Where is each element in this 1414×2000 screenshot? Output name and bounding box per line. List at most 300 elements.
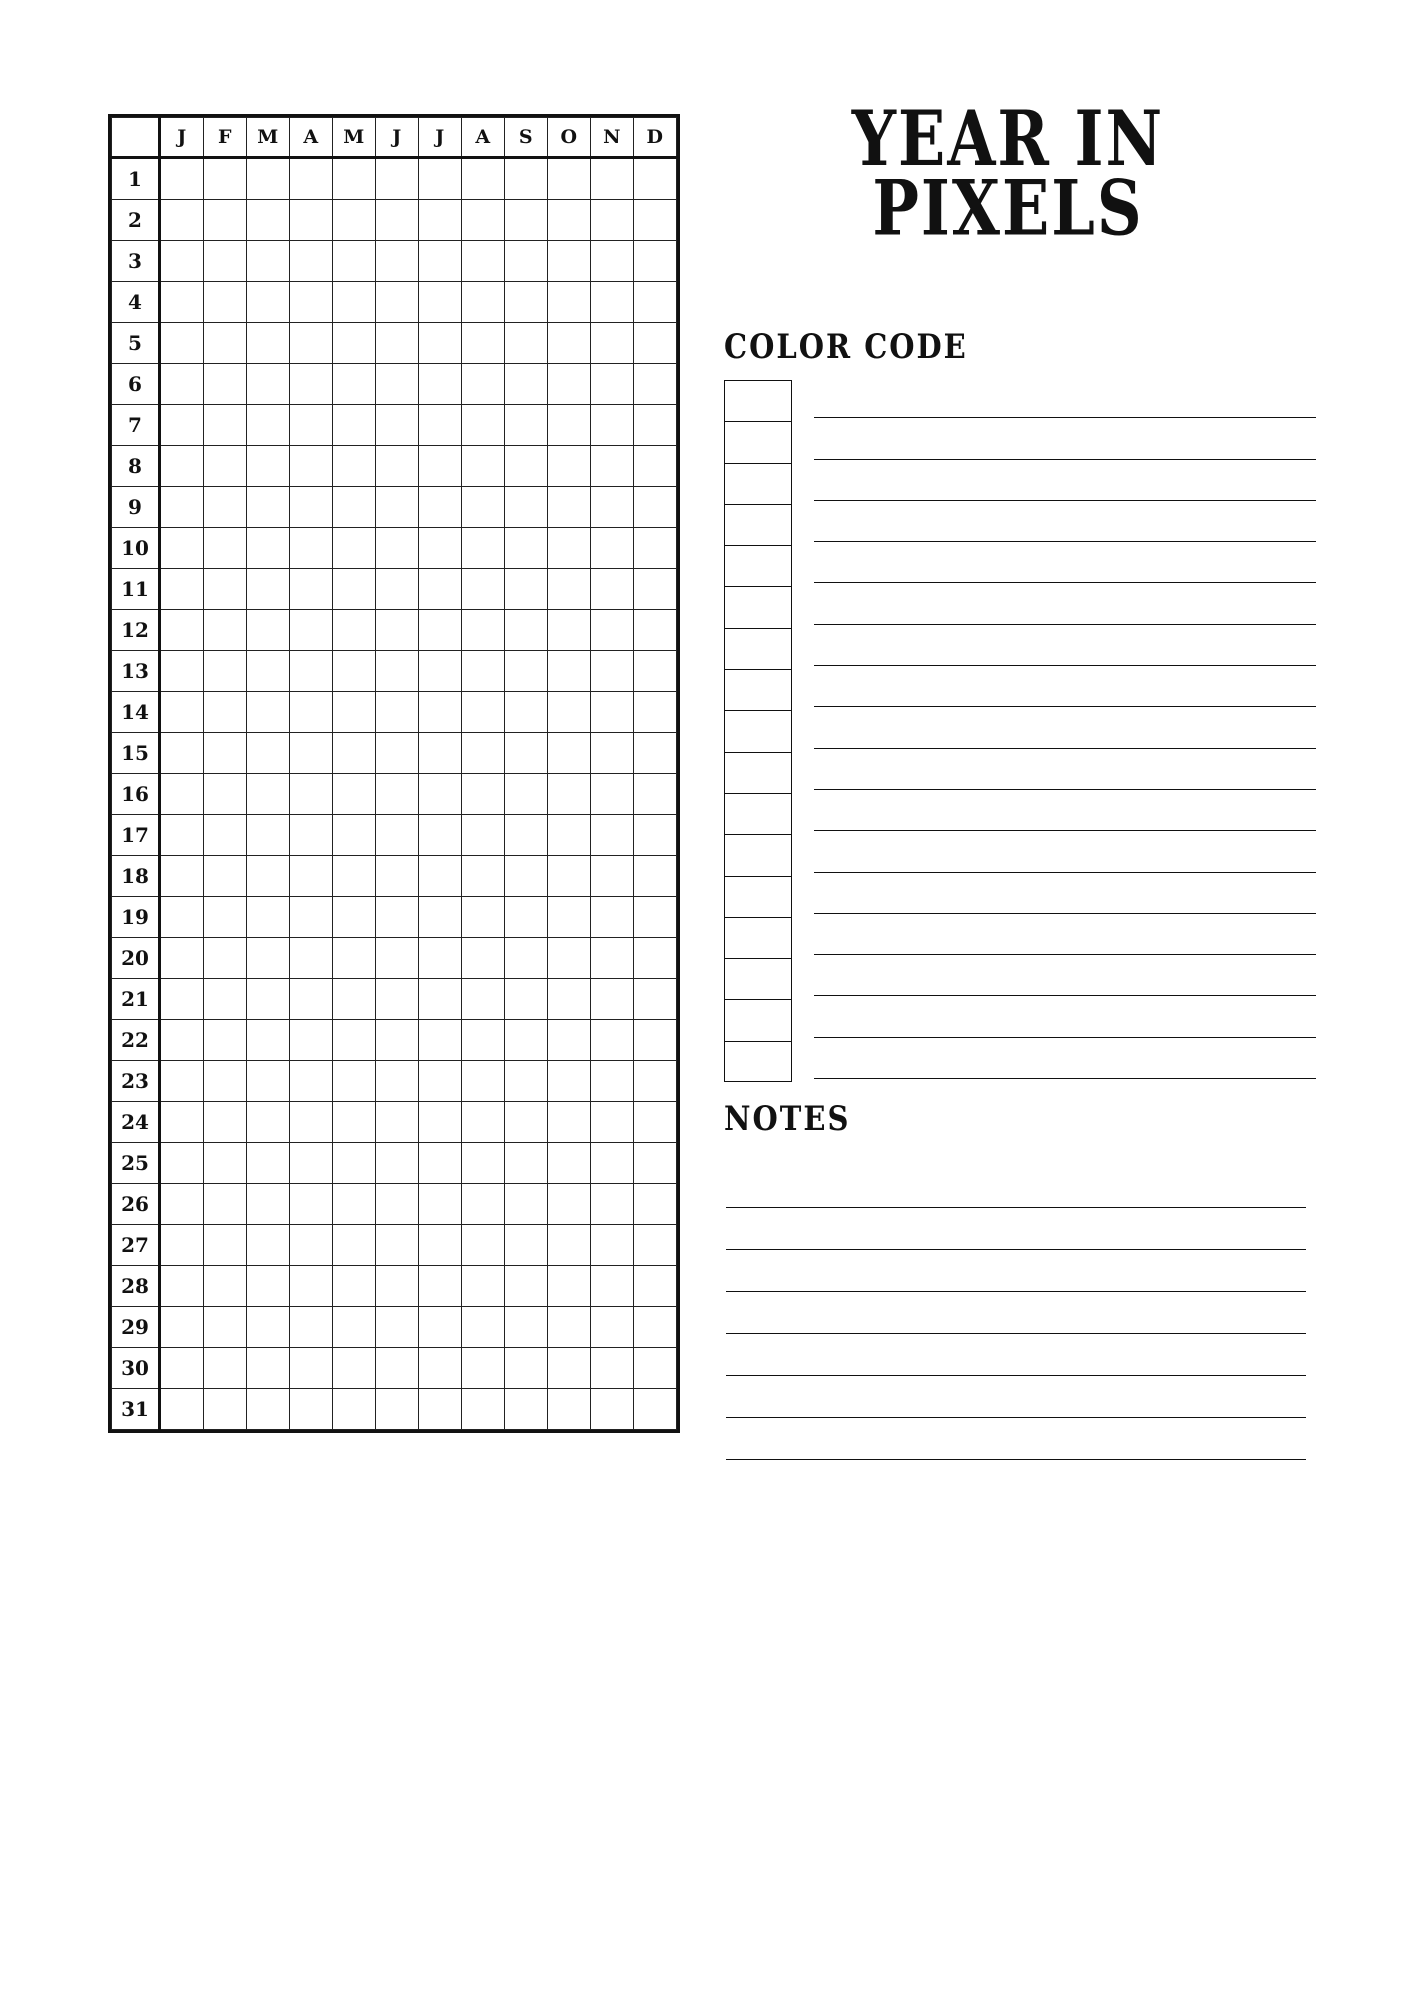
- pixel-cell[interactable]: [333, 364, 376, 405]
- pixel-cell[interactable]: [462, 610, 505, 651]
- pixel-cell[interactable]: [204, 979, 247, 1020]
- pixel-cell[interactable]: [548, 979, 591, 1020]
- pixel-cell[interactable]: [505, 1184, 548, 1225]
- pixel-cell[interactable]: [591, 651, 634, 692]
- pixel-cell[interactable]: [160, 1225, 204, 1266]
- pixel-cell[interactable]: [419, 282, 462, 323]
- pixel-cell[interactable]: [204, 1389, 247, 1430]
- pixel-cell[interactable]: [634, 979, 677, 1020]
- pixel-cell[interactable]: [247, 610, 290, 651]
- pixel-cell[interactable]: [634, 158, 677, 200]
- pixel-cell[interactable]: [333, 733, 376, 774]
- pixel-cell[interactable]: [505, 200, 548, 241]
- pixel-cell[interactable]: [505, 979, 548, 1020]
- pixel-cell[interactable]: [290, 158, 333, 200]
- pixel-cell[interactable]: [247, 1266, 290, 1307]
- pixel-cell[interactable]: [548, 1102, 591, 1143]
- pixel-cell[interactable]: [376, 692, 419, 733]
- pixel-cell[interactable]: [290, 938, 333, 979]
- pixel-cell[interactable]: [591, 1061, 634, 1102]
- pixel-cell[interactable]: [247, 1225, 290, 1266]
- pixel-cell[interactable]: [376, 774, 419, 815]
- pixel-cell[interactable]: [548, 733, 591, 774]
- pixel-cell[interactable]: [419, 487, 462, 528]
- pixel-cell[interactable]: [247, 241, 290, 282]
- pixel-cell[interactable]: [247, 200, 290, 241]
- pixel-cell[interactable]: [505, 938, 548, 979]
- color-code-label-line[interactable]: [814, 830, 1316, 831]
- pixel-cell[interactable]: [505, 1102, 548, 1143]
- pixel-cell[interactable]: [333, 1266, 376, 1307]
- pixel-cell[interactable]: [591, 241, 634, 282]
- pixel-cell[interactable]: [376, 1225, 419, 1266]
- color-code-label-line[interactable]: [814, 954, 1316, 955]
- pixel-cell[interactable]: [376, 1020, 419, 1061]
- pixel-cell[interactable]: [548, 241, 591, 282]
- pixel-cell[interactable]: [247, 692, 290, 733]
- pixel-cell[interactable]: [634, 528, 677, 569]
- pixel-cell[interactable]: [548, 1389, 591, 1430]
- pixel-cell[interactable]: [376, 815, 419, 856]
- pixel-cell[interactable]: [591, 323, 634, 364]
- pixel-cell[interactable]: [247, 856, 290, 897]
- pixel-cell[interactable]: [160, 733, 204, 774]
- pixel-cell[interactable]: [634, 282, 677, 323]
- pixel-cell[interactable]: [462, 158, 505, 200]
- pixel-cell[interactable]: [591, 1348, 634, 1389]
- pixel-cell[interactable]: [634, 1102, 677, 1143]
- pixel-cell[interactable]: [333, 1020, 376, 1061]
- pixel-cell[interactable]: [634, 1020, 677, 1061]
- pixel-cell[interactable]: [376, 1102, 419, 1143]
- pixel-cell[interactable]: [160, 938, 204, 979]
- pixel-cell[interactable]: [160, 364, 204, 405]
- pixel-cell[interactable]: [548, 1225, 591, 1266]
- pixel-cell[interactable]: [505, 897, 548, 938]
- pixel-cell[interactable]: [419, 1020, 462, 1061]
- color-code-label-line[interactable]: [814, 541, 1316, 542]
- pixel-cell[interactable]: [591, 1389, 634, 1430]
- pixel-cell[interactable]: [204, 241, 247, 282]
- pixel-cell[interactable]: [333, 200, 376, 241]
- pixel-cell[interactable]: [290, 651, 333, 692]
- pixel-cell[interactable]: [505, 158, 548, 200]
- pixel-cell[interactable]: [204, 815, 247, 856]
- pixel-cell[interactable]: [204, 158, 247, 200]
- pixel-cell[interactable]: [247, 1102, 290, 1143]
- pixel-cell[interactable]: [462, 528, 505, 569]
- pixel-cell[interactable]: [634, 1307, 677, 1348]
- pixel-cell[interactable]: [505, 774, 548, 815]
- color-swatch[interactable]: [724, 999, 792, 1040]
- pixel-cell[interactable]: [505, 1225, 548, 1266]
- note-line[interactable]: [726, 1166, 1306, 1208]
- pixel-cell[interactable]: [634, 692, 677, 733]
- pixel-cell[interactable]: [419, 774, 462, 815]
- pixel-cell[interactable]: [290, 1102, 333, 1143]
- pixel-cell[interactable]: [333, 1348, 376, 1389]
- pixel-cell[interactable]: [376, 1266, 419, 1307]
- pixel-cell[interactable]: [462, 1225, 505, 1266]
- pixel-cell[interactable]: [505, 815, 548, 856]
- pixel-cell[interactable]: [591, 1143, 634, 1184]
- pixel-cell[interactable]: [247, 1020, 290, 1061]
- pixel-cell[interactable]: [634, 1225, 677, 1266]
- pixel-cell[interactable]: [462, 323, 505, 364]
- color-swatch[interactable]: [724, 958, 792, 999]
- pixel-cell[interactable]: [548, 323, 591, 364]
- pixel-cell[interactable]: [290, 897, 333, 938]
- pixel-cell[interactable]: [419, 815, 462, 856]
- pixel-cell[interactable]: [333, 323, 376, 364]
- pixel-cell[interactable]: [376, 241, 419, 282]
- pixel-cell[interactable]: [591, 979, 634, 1020]
- pixel-cell[interactable]: [462, 282, 505, 323]
- color-code-label-line[interactable]: [814, 417, 1316, 418]
- pixel-cell[interactable]: [290, 1184, 333, 1225]
- pixel-cell[interactable]: [634, 364, 677, 405]
- pixel-cell[interactable]: [634, 487, 677, 528]
- pixel-cell[interactable]: [548, 856, 591, 897]
- pixel-cell[interactable]: [505, 610, 548, 651]
- color-code-label-line[interactable]: [814, 500, 1316, 501]
- pixel-cell[interactable]: [634, 569, 677, 610]
- pixel-cell[interactable]: [160, 815, 204, 856]
- pixel-cell[interactable]: [634, 323, 677, 364]
- pixel-cell[interactable]: [247, 323, 290, 364]
- pixel-cell[interactable]: [290, 774, 333, 815]
- pixel-cell[interactable]: [333, 405, 376, 446]
- color-swatch[interactable]: [724, 917, 792, 958]
- pixel-cell[interactable]: [290, 200, 333, 241]
- color-swatch[interactable]: [724, 793, 792, 834]
- pixel-cell[interactable]: [591, 1266, 634, 1307]
- pixel-cell[interactable]: [634, 815, 677, 856]
- pixel-cell[interactable]: [376, 1184, 419, 1225]
- pixel-cell[interactable]: [376, 1389, 419, 1430]
- pixel-cell[interactable]: [333, 1225, 376, 1266]
- pixel-cell[interactable]: [290, 528, 333, 569]
- pixel-cell[interactable]: [204, 323, 247, 364]
- pixel-cell[interactable]: [634, 651, 677, 692]
- pixel-cell[interactable]: [290, 1020, 333, 1061]
- pixel-cell[interactable]: [591, 364, 634, 405]
- pixel-cell[interactable]: [548, 1266, 591, 1307]
- pixel-cell[interactable]: [419, 1266, 462, 1307]
- pixel-cell[interactable]: [634, 774, 677, 815]
- pixel-cell[interactable]: [204, 1061, 247, 1102]
- pixel-cell[interactable]: [247, 938, 290, 979]
- pixel-cell[interactable]: [290, 1389, 333, 1430]
- pixel-cell[interactable]: [505, 856, 548, 897]
- pixel-cell[interactable]: [591, 528, 634, 569]
- pixel-cell[interactable]: [204, 364, 247, 405]
- pixel-cell[interactable]: [333, 241, 376, 282]
- pixel-cell[interactable]: [548, 938, 591, 979]
- pixel-cell[interactable]: [376, 487, 419, 528]
- pixel-cell[interactable]: [634, 446, 677, 487]
- color-swatch[interactable]: [724, 586, 792, 627]
- pixel-cell[interactable]: [548, 487, 591, 528]
- color-code-label-line[interactable]: [814, 913, 1316, 914]
- pixel-cell[interactable]: [505, 1307, 548, 1348]
- pixel-cell[interactable]: [548, 651, 591, 692]
- pixel-cell[interactable]: [160, 692, 204, 733]
- pixel-cell[interactable]: [333, 815, 376, 856]
- pixel-cell[interactable]: [462, 1266, 505, 1307]
- pixel-cell[interactable]: [462, 446, 505, 487]
- pixel-cell[interactable]: [419, 938, 462, 979]
- pixel-cell[interactable]: [419, 569, 462, 610]
- pixel-cell[interactable]: [376, 1143, 419, 1184]
- color-swatch[interactable]: [724, 628, 792, 669]
- pixel-cell[interactable]: [376, 364, 419, 405]
- note-line[interactable]: [726, 1292, 1306, 1334]
- pixel-cell[interactable]: [419, 158, 462, 200]
- pixel-cell[interactable]: [204, 692, 247, 733]
- pixel-cell[interactable]: [462, 487, 505, 528]
- pixel-cell[interactable]: [247, 774, 290, 815]
- pixel-cell[interactable]: [505, 692, 548, 733]
- color-code-label-line[interactable]: [814, 459, 1316, 460]
- note-line[interactable]: [726, 1208, 1306, 1250]
- pixel-cell[interactable]: [204, 405, 247, 446]
- note-line[interactable]: [726, 1334, 1306, 1376]
- pixel-cell[interactable]: [204, 856, 247, 897]
- pixel-cell[interactable]: [591, 446, 634, 487]
- pixel-cell[interactable]: [548, 1184, 591, 1225]
- pixel-cell[interactable]: [204, 774, 247, 815]
- pixel-cell[interactable]: [462, 1020, 505, 1061]
- pixel-cell[interactable]: [290, 979, 333, 1020]
- pixel-cell[interactable]: [333, 938, 376, 979]
- pixel-cell[interactable]: [333, 610, 376, 651]
- pixel-cell[interactable]: [376, 856, 419, 897]
- pixel-cell[interactable]: [204, 1184, 247, 1225]
- pixel-cell[interactable]: [376, 282, 419, 323]
- pixel-cell[interactable]: [634, 1143, 677, 1184]
- pixel-cell[interactable]: [419, 610, 462, 651]
- pixel-cell[interactable]: [290, 282, 333, 323]
- color-code-label-line[interactable]: [814, 582, 1316, 583]
- pixel-cell[interactable]: [290, 364, 333, 405]
- pixel-cell[interactable]: [462, 364, 505, 405]
- pixel-cell[interactable]: [591, 856, 634, 897]
- pixel-cell[interactable]: [505, 1348, 548, 1389]
- pixel-cell[interactable]: [548, 200, 591, 241]
- color-swatch[interactable]: [724, 834, 792, 875]
- pixel-cell[interactable]: [505, 1143, 548, 1184]
- note-line[interactable]: [726, 1250, 1306, 1292]
- pixel-cell[interactable]: [634, 1389, 677, 1430]
- pixel-cell[interactable]: [290, 610, 333, 651]
- pixel-cell[interactable]: [505, 1020, 548, 1061]
- pixel-cell[interactable]: [247, 569, 290, 610]
- color-swatch[interactable]: [724, 669, 792, 710]
- pixel-cell[interactable]: [333, 528, 376, 569]
- pixel-cell[interactable]: [160, 1143, 204, 1184]
- pixel-cell[interactable]: [419, 692, 462, 733]
- pixel-cell[interactable]: [548, 569, 591, 610]
- pixel-cell[interactable]: [160, 487, 204, 528]
- pixel-cell[interactable]: [376, 733, 419, 774]
- pixel-cell[interactable]: [462, 733, 505, 774]
- pixel-cell[interactable]: [290, 1061, 333, 1102]
- pixel-cell[interactable]: [548, 774, 591, 815]
- pixel-cell[interactable]: [204, 1307, 247, 1348]
- pixel-cell[interactable]: [376, 446, 419, 487]
- pixel-cell[interactable]: [462, 200, 505, 241]
- pixel-cell[interactable]: [160, 897, 204, 938]
- pixel-cell[interactable]: [505, 282, 548, 323]
- pixel-cell[interactable]: [548, 1348, 591, 1389]
- pixel-cell[interactable]: [419, 1225, 462, 1266]
- pixel-cell[interactable]: [290, 856, 333, 897]
- pixel-cell[interactable]: [505, 405, 548, 446]
- color-code-label-line[interactable]: [814, 1037, 1316, 1038]
- pixel-cell[interactable]: [591, 158, 634, 200]
- pixel-cell[interactable]: [247, 446, 290, 487]
- pixel-cell[interactable]: [462, 1143, 505, 1184]
- pixel-cell[interactable]: [376, 569, 419, 610]
- pixel-cell[interactable]: [419, 241, 462, 282]
- pixel-cell[interactable]: [333, 1102, 376, 1143]
- pixel-cell[interactable]: [290, 733, 333, 774]
- pixel-cell[interactable]: [160, 158, 204, 200]
- color-code-label-line[interactable]: [814, 872, 1316, 873]
- pixel-cell[interactable]: [160, 774, 204, 815]
- pixel-cell[interactable]: [462, 856, 505, 897]
- pixel-cell[interactable]: [376, 158, 419, 200]
- pixel-cell[interactable]: [505, 569, 548, 610]
- pixel-cell[interactable]: [548, 446, 591, 487]
- pixel-cell[interactable]: [160, 282, 204, 323]
- pixel-cell[interactable]: [591, 1225, 634, 1266]
- pixel-cell[interactable]: [634, 897, 677, 938]
- pixel-cell[interactable]: [333, 774, 376, 815]
- pixel-cell[interactable]: [505, 446, 548, 487]
- pixel-cell[interactable]: [333, 282, 376, 323]
- pixel-cell[interactable]: [591, 897, 634, 938]
- pixel-cell[interactable]: [591, 733, 634, 774]
- pixel-cell[interactable]: [333, 487, 376, 528]
- pixel-cell[interactable]: [333, 1061, 376, 1102]
- pixel-cell[interactable]: [204, 1225, 247, 1266]
- pixel-cell[interactable]: [247, 1348, 290, 1389]
- pixel-cell[interactable]: [591, 569, 634, 610]
- pixel-cell[interactable]: [247, 1184, 290, 1225]
- pixel-cell[interactable]: [634, 938, 677, 979]
- pixel-cell[interactable]: [247, 364, 290, 405]
- pixel-cell[interactable]: [333, 651, 376, 692]
- pixel-cell[interactable]: [591, 200, 634, 241]
- pixel-cell[interactable]: [290, 1348, 333, 1389]
- pixel-cell[interactable]: [505, 241, 548, 282]
- pixel-cell[interactable]: [290, 241, 333, 282]
- pixel-cell[interactable]: [591, 610, 634, 651]
- pixel-cell[interactable]: [376, 323, 419, 364]
- pixel-cell[interactable]: [290, 692, 333, 733]
- color-swatch[interactable]: [724, 463, 792, 504]
- pixel-cell[interactable]: [290, 1307, 333, 1348]
- pixel-cell[interactable]: [505, 1061, 548, 1102]
- pixel-cell[interactable]: [247, 733, 290, 774]
- color-swatch[interactable]: [724, 876, 792, 917]
- pixel-cell[interactable]: [290, 405, 333, 446]
- pixel-cell[interactable]: [204, 528, 247, 569]
- pixel-cell[interactable]: [376, 1348, 419, 1389]
- pixel-cell[interactable]: [160, 1061, 204, 1102]
- pixel-cell[interactable]: [634, 610, 677, 651]
- pixel-cell[interactable]: [462, 241, 505, 282]
- pixel-cell[interactable]: [204, 1348, 247, 1389]
- pixel-cell[interactable]: [419, 1102, 462, 1143]
- pixel-cell[interactable]: [634, 1184, 677, 1225]
- pixel-cell[interactable]: [376, 1307, 419, 1348]
- pixel-cell[interactable]: [548, 364, 591, 405]
- pixel-cell[interactable]: [247, 1143, 290, 1184]
- pixel-cell[interactable]: [591, 487, 634, 528]
- pixel-cell[interactable]: [548, 405, 591, 446]
- pixel-cell[interactable]: [204, 282, 247, 323]
- pixel-cell[interactable]: [462, 979, 505, 1020]
- pixel-cell[interactable]: [160, 1102, 204, 1143]
- pixel-cell[interactable]: [419, 856, 462, 897]
- pixel-cell[interactable]: [160, 569, 204, 610]
- pixel-cell[interactable]: [462, 692, 505, 733]
- color-swatch[interactable]: [724, 421, 792, 462]
- pixel-cell[interactable]: [204, 733, 247, 774]
- pixel-cell[interactable]: [505, 528, 548, 569]
- pixel-cell[interactable]: [290, 569, 333, 610]
- pixel-cell[interactable]: [160, 1348, 204, 1389]
- pixel-cell[interactable]: [462, 1184, 505, 1225]
- pixel-cell[interactable]: [419, 1061, 462, 1102]
- pixel-cell[interactable]: [505, 323, 548, 364]
- pixel-cell[interactable]: [247, 1307, 290, 1348]
- pixel-cell[interactable]: [462, 405, 505, 446]
- pixel-cell[interactable]: [634, 1266, 677, 1307]
- color-swatch[interactable]: [724, 1041, 792, 1082]
- pixel-cell[interactable]: [548, 815, 591, 856]
- pixel-cell[interactable]: [160, 1307, 204, 1348]
- pixel-cell[interactable]: [548, 610, 591, 651]
- pixel-cell[interactable]: [204, 1266, 247, 1307]
- pixel-cell[interactable]: [419, 1184, 462, 1225]
- pixel-cell[interactable]: [591, 405, 634, 446]
- pixel-cell[interactable]: [419, 1143, 462, 1184]
- pixel-cell[interactable]: [160, 1184, 204, 1225]
- pixel-cell[interactable]: [376, 528, 419, 569]
- pixel-cell[interactable]: [333, 569, 376, 610]
- pixel-cell[interactable]: [634, 733, 677, 774]
- pixel-cell[interactable]: [462, 1389, 505, 1430]
- pixel-cell[interactable]: [204, 200, 247, 241]
- pixel-cell[interactable]: [204, 1020, 247, 1061]
- pixel-cell[interactable]: [376, 405, 419, 446]
- pixel-cell[interactable]: [591, 1184, 634, 1225]
- pixel-cell[interactable]: [376, 1061, 419, 1102]
- color-code-label-line[interactable]: [814, 748, 1316, 749]
- pixel-cell[interactable]: [505, 651, 548, 692]
- pixel-cell[interactable]: [462, 1102, 505, 1143]
- pixel-cell[interactable]: [247, 897, 290, 938]
- pixel-cell[interactable]: [290, 1143, 333, 1184]
- pixel-cell[interactable]: [591, 1020, 634, 1061]
- note-line[interactable]: [726, 1418, 1306, 1460]
- pixel-cell[interactable]: [204, 651, 247, 692]
- color-swatch[interactable]: [724, 380, 792, 421]
